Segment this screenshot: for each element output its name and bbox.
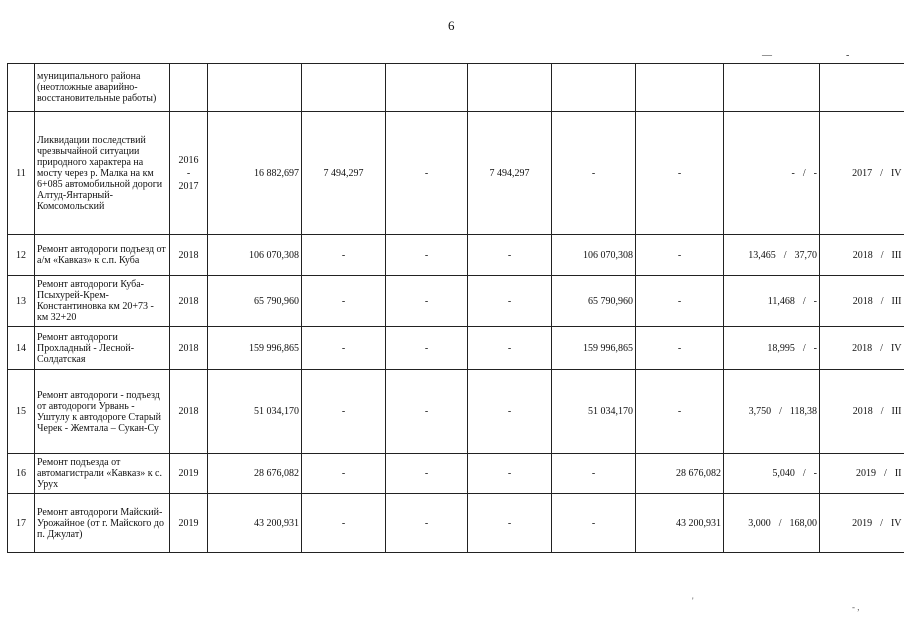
length-b: - — [813, 468, 817, 479]
cost-col-5: - — [636, 112, 724, 235]
cost-col-4: 51 034,170 — [552, 370, 636, 454]
term-sep: / — [880, 249, 884, 261]
table-row — [8, 494, 904, 553]
cost-col-1: - — [302, 276, 386, 327]
year-dash: - — [186, 167, 191, 179]
length — [724, 454, 820, 494]
term-sep: / — [880, 295, 884, 307]
completion-term — [820, 370, 904, 454]
work-name: Ремонт автодороги - подъезд от автодороги Урвань - Уштулу к автодороге Старый Черек - Жемтала – Сукан-Су — [35, 370, 170, 454]
cost-col-2: - — [386, 276, 468, 327]
cost-col-4 — [552, 64, 636, 112]
table-row — [8, 454, 904, 494]
total-cost: 43 200,931 — [208, 494, 302, 553]
cost-col-2: - — [386, 327, 468, 370]
cost-col-3: 7 494,297 — [468, 112, 552, 235]
table-row — [8, 112, 904, 235]
length-b: 168,00 — [789, 517, 817, 529]
scan-speck: - , — [852, 602, 860, 612]
row-number: 12 — [8, 235, 35, 276]
term-year: 2018 — [852, 406, 873, 417]
cost-col-2: - — [386, 370, 468, 454]
length-sep: / — [779, 406, 782, 417]
length — [724, 235, 820, 276]
cost-col-5: 28 676,082 — [636, 454, 724, 494]
length — [724, 494, 820, 553]
cost-col-3: - — [468, 327, 552, 370]
work-year — [170, 112, 208, 235]
total-cost — [208, 64, 302, 112]
length-a: - — [791, 167, 795, 179]
length-a: 11,468 — [767, 295, 795, 307]
length-sep: / — [802, 295, 806, 307]
length — [724, 327, 820, 370]
cost-col-4: 106 070,308 — [552, 235, 636, 276]
term-year: 2017 — [852, 167, 873, 179]
completion-term — [820, 276, 904, 327]
term-quarter: III — [891, 295, 902, 307]
work-name: Ремонт автодороги подъезд от а/м «Кавказ» к с.п. Куба — [35, 235, 170, 276]
cost-col-5: - — [636, 276, 724, 327]
work-year: 2018 — [170, 276, 208, 327]
length — [724, 276, 820, 327]
completion-term — [820, 454, 904, 494]
work-name: Ремонт автодороги Куба-Псыхурей-Крем-Константиновка км 20+73 - км 32+20 — [35, 276, 170, 327]
length — [724, 64, 820, 112]
row-number — [8, 64, 35, 112]
row-number: 15 — [8, 370, 35, 454]
work-year: 2018 — [170, 327, 208, 370]
cost-col-3 — [468, 64, 552, 112]
cost-col-4: - — [552, 112, 636, 235]
cost-col-1: - — [302, 235, 386, 276]
cost-col-1: - — [302, 370, 386, 454]
term-sep: / — [880, 342, 883, 354]
completion-term — [820, 494, 904, 553]
term-sep: / — [880, 517, 883, 529]
length-sep: / — [778, 517, 782, 529]
length — [724, 112, 820, 235]
row-number: 11 — [8, 112, 35, 235]
term-sep: / — [880, 406, 884, 417]
cost-col-2: - — [386, 454, 468, 494]
total-cost: 28 676,082 — [208, 454, 302, 494]
term-quarter: III — [891, 249, 902, 261]
work-name: Ремонт автодороги Прохладный - Лесной-Солдатская — [35, 327, 170, 370]
completion-term — [820, 235, 904, 276]
cost-col-1: - — [302, 494, 386, 553]
term-quarter: III — [891, 406, 902, 417]
cost-col-4: 65 790,960 — [552, 276, 636, 327]
length-a: 5,040 — [772, 468, 795, 479]
year-end: 2017 — [178, 180, 199, 192]
term-year: 2018 — [852, 342, 873, 354]
cost-col-3: - — [468, 276, 552, 327]
total-cost: 16 882,697 — [208, 112, 302, 235]
cost-col-2: - — [386, 112, 468, 235]
cost-col-2 — [386, 64, 468, 112]
cost-col-4: 159 996,865 — [552, 327, 636, 370]
scan-mark: - — [846, 50, 850, 61]
cost-col-1: - — [302, 327, 386, 370]
term-quarter: II — [894, 468, 902, 479]
total-cost: 65 790,960 — [208, 276, 302, 327]
cost-col-1: 7 494,297 — [302, 112, 386, 235]
term-year: 2019 — [856, 468, 877, 479]
length-b: - — [813, 295, 817, 307]
term-year: 2019 — [852, 517, 873, 529]
cost-col-5: 43 200,931 — [636, 494, 724, 553]
work-name: муниципального района (неотложные аварийно-восстановительные работы) — [35, 64, 170, 112]
work-name: Ремонт автодороги Майский-Урожайное (от г. Майского до п. Джулат) — [35, 494, 170, 553]
cost-col-1: - — [302, 454, 386, 494]
length — [724, 370, 820, 454]
term-sep: / — [880, 167, 883, 179]
work-year: 2019 — [170, 454, 208, 494]
term-quarter: IV — [890, 517, 902, 529]
row-number: 14 — [8, 327, 35, 370]
length-sep: / — [802, 167, 806, 179]
works-table — [7, 63, 904, 553]
completion-term — [820, 112, 904, 235]
length-sep: / — [802, 468, 806, 479]
work-year: 2018 — [170, 370, 208, 454]
row-number: 17 — [8, 494, 35, 553]
length-b: - — [813, 342, 817, 354]
cost-col-3: - — [468, 235, 552, 276]
cost-col-5: - — [636, 370, 724, 454]
length-a: 3,750 — [748, 406, 772, 417]
table-row — [8, 235, 904, 276]
length-b: - — [813, 167, 817, 179]
cost-col-2: - — [386, 235, 468, 276]
completion-term — [820, 64, 904, 112]
length-a: 3,000 — [748, 517, 771, 529]
cost-col-4: - — [552, 454, 636, 494]
cost-col-5: - — [636, 235, 724, 276]
cost-col-3: - — [468, 370, 552, 454]
scan-mark: — — [762, 50, 772, 61]
total-cost: 159 996,865 — [208, 327, 302, 370]
term-sep: / — [884, 468, 887, 479]
scan-speck: ' — [692, 596, 694, 606]
length-sep: / — [802, 342, 806, 354]
completion-term — [820, 327, 904, 370]
cost-col-1 — [302, 64, 386, 112]
cost-col-5: - — [636, 327, 724, 370]
row-number: 13 — [8, 276, 35, 327]
work-year: 2019 — [170, 494, 208, 553]
cost-col-5 — [636, 64, 724, 112]
table-row — [8, 64, 904, 112]
table-row — [8, 370, 904, 454]
total-cost: 51 034,170 — [208, 370, 302, 454]
length-b: 37,70 — [794, 249, 817, 261]
work-name: Ремонт подъезда от автомагистрали «Кавказ» к с. Урух — [35, 454, 170, 494]
term-quarter: IV — [890, 342, 902, 354]
length-a: 13,465 — [748, 249, 776, 261]
year-start: 2016 — [178, 154, 199, 166]
term-year: 2018 — [852, 295, 873, 307]
table-row — [8, 327, 904, 370]
row-number: 16 — [8, 454, 35, 494]
work-year: 2018 — [170, 235, 208, 276]
table-row — [8, 276, 904, 327]
cost-col-4: - — [552, 494, 636, 553]
page-number: 6 — [448, 18, 455, 33]
cost-col-3: - — [468, 494, 552, 553]
work-year — [170, 64, 208, 112]
term-quarter: IV — [890, 167, 902, 179]
length-b: 118,38 — [789, 406, 817, 417]
cost-col-3: - — [468, 454, 552, 494]
total-cost: 106 070,308 — [208, 235, 302, 276]
length-a: 18,995 — [767, 342, 795, 354]
cost-col-2: - — [386, 494, 468, 553]
term-year: 2018 — [852, 249, 873, 261]
length-sep: / — [783, 249, 787, 261]
work-name: Ликвидации последствий чрезвычайной ситуации природного характера на мосту через р. Малка на км 6+085 автомобильной дороги Алтуд-Янтарный-Комсомольский — [35, 112, 170, 235]
